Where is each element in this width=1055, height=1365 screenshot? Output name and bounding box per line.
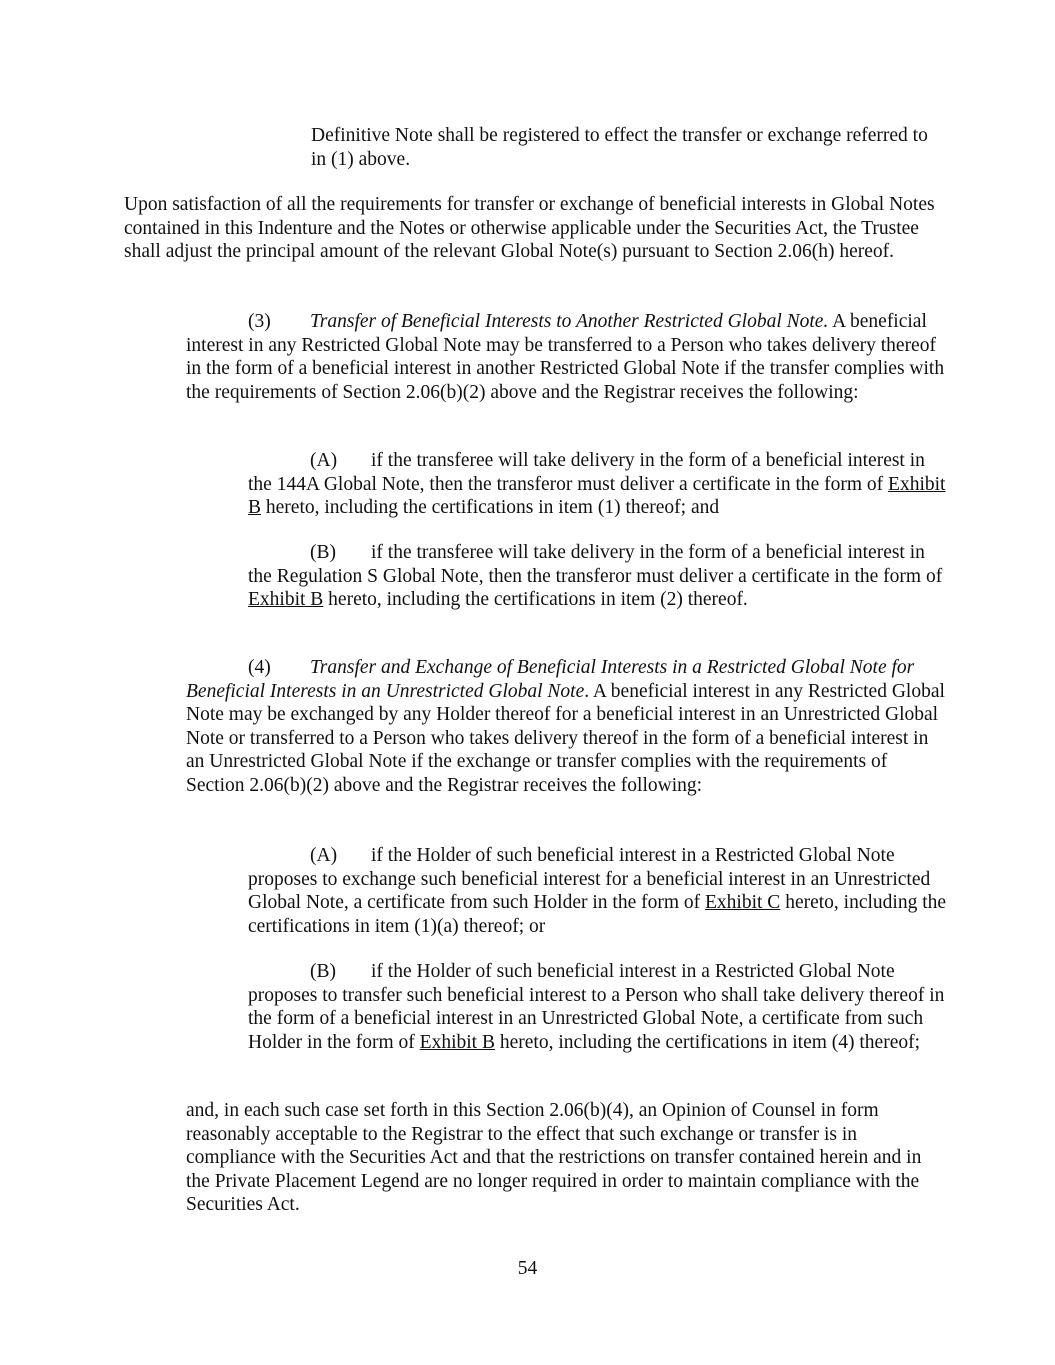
paragraph-4a bbox=[248, 844, 948, 938]
exhibit-b-link-4b[interactable]: Exhibit B bbox=[419, 1031, 495, 1053]
paragraph-3-number: (3) bbox=[248, 311, 271, 332]
paragraph-3a-text: if the transferee will take delivery in the form of a beneficial interest in the 144A Global Note, then the transferor must deliver a certificate in the form of bbox=[248, 450, 925, 495]
paragraph-4b-number: (B) bbox=[310, 961, 336, 982]
paragraph-4a-number: (A) bbox=[310, 845, 338, 866]
closing-paragraph bbox=[186, 1099, 946, 1217]
paragraph-3-heading: Transfer of Beneficial Interests to Another Restricted Global Note. bbox=[310, 311, 829, 332]
page-number: 54 bbox=[517, 1258, 538, 1279]
paragraph-4b-text-end: hereto, including the certifications in item (4) thereof; bbox=[494, 1031, 921, 1053]
exhibit-c-link-4a[interactable]: Exhibit C bbox=[705, 892, 781, 914]
paragraph-4b-text: if the Holder of such beneficial interest in a Restricted Global Note proposes to transfer such beneficial interest to a Person who shall take delivery thereof in the form of a beneficial interest in an Unrestricted Global Note, a certificate from such Holder in the form of bbox=[248, 961, 945, 1053]
upon-satisfaction-paragraph bbox=[124, 193, 944, 264]
paragraph-4a-text-end: hereto, including the certifications in item (1)(a) thereof; or bbox=[248, 892, 947, 937]
exhibit-b-link-3a[interactable]: Exhibit B bbox=[248, 473, 946, 519]
paragraph-3b-number: (B) bbox=[310, 542, 336, 563]
paragraph-4-heading: Transfer and Exchange of Beneficial Interests in a Restricted Global Note for Beneficial Interests in an Unrestricted Global Note bbox=[186, 657, 915, 702]
closing-text: and, in each such case set forth in this Section 2.06(b)(4), an Opinion of Counsel in form reasonably acceptable to the Registrar to the effect that such exchange or transfer is in compliance with the Securities Act and that the restrictions on transfer contained herein and in the Private Placement Legend are no longer required in order to maintain compliance with the Securities Act. bbox=[186, 1100, 922, 1216]
exhibit-b-link-3b[interactable]: Exhibit B bbox=[248, 589, 324, 611]
paragraph-3a-number: (A) bbox=[310, 450, 338, 471]
paragraph-3 bbox=[186, 310, 946, 404]
paragraph-4 bbox=[186, 656, 948, 798]
upon-text: Upon satisfaction of all the requirements for transfer or exchange of beneficial interests in Global Notes contained in this Indenture and the Notes or otherwise applicable under the Securities Act, the Trustee shall adjust the principal amount of the relevant Global Note(s) pursuant to Section 2.06(h) hereof. bbox=[124, 194, 935, 263]
continued-paragraph bbox=[311, 124, 941, 171]
paragraph-3a-text-end: hereto, including the certifications in item (1) thereof; and bbox=[261, 497, 720, 519]
paragraph-4-text: . A beneficial interest in any Restricted Global Note may be exchanged by any Holder thereof for a beneficial interest in an Unrestricted Global Note or transferred to a Person who takes delivery thereof in the form of a beneficial interest in an Unrestricted Global Note if the exchange or transfer complies with the requirements of Section 2.06(b)(2) above and the Registrar receives the following: bbox=[186, 680, 945, 796]
paragraph-3b-text-end: hereto, including the certifications in item (2) thereof. bbox=[323, 589, 748, 611]
continued-text: Definitive Note shall be registered to effect the transfer or exchange referred to in (1) above. bbox=[311, 125, 928, 170]
paragraph-3b-text: if the transferee will take delivery in the form of a beneficial interest in the Regulation S Global Note, then the transferor must deliver a certificate in the form of bbox=[248, 542, 943, 587]
paragraph-4b bbox=[248, 960, 948, 1054]
paragraph-4-number: (4) bbox=[248, 657, 271, 678]
paragraph-3a bbox=[248, 449, 948, 520]
paragraph-3-text: A beneficial interest in any Restricted Global Note may be transferred to a Person who takes delivery thereof in the form of a beneficial interest in another Restricted Global Note if the transfer complies with the requirements of Section 2.06(b)(2) above and the Registrar receives the following: bbox=[186, 311, 945, 403]
paragraph-4a-text: if the Holder of such beneficial interest in a Restricted Global Note proposes to exchange such beneficial interest for a beneficial interest in an Unrestricted Global Note, a certificate from such Holder in the form of bbox=[248, 845, 931, 914]
paragraph-3b bbox=[248, 541, 948, 612]
